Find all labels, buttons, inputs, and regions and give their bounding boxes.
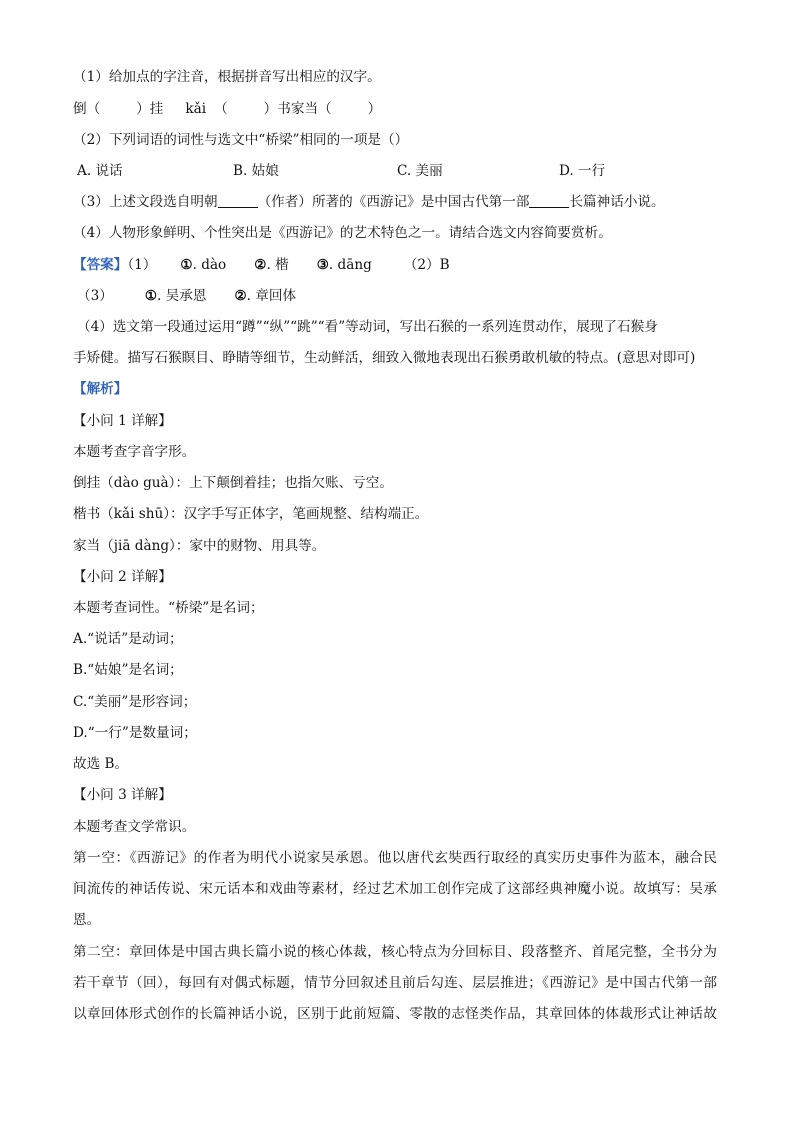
section-2-title: 【小问 2 详解】 <box>73 569 172 585</box>
section-1-title: 【小问 1 详解】 <box>73 413 172 429</box>
answer-4-line-2: 手矫健。描写石猴瞑目、睁睛等细节，生动鲜活，细致入微地表现出石猴勇敢机敏的特点。(意思对即可) <box>73 350 696 366</box>
question-4: （4）人物形象鲜明、个性突出是《西游记》的艺术特色之一。请结合选文内容简要赏析。 <box>73 225 612 241</box>
answer-1-item-2: . 楷 <box>266 257 289 273</box>
blank-form <box>529 193 569 208</box>
option-b: B. 姑娘 <box>233 163 279 179</box>
option-d: D. 一行 <box>559 163 606 179</box>
question-3-part-b: （作者）所著的《西游记》是中国古代第一部 <box>257 194 530 210</box>
section-1-line: 楷书（kǎi shū）：汉字手写正体字，笔画规整、结构端正。 <box>73 506 429 522</box>
answer-1-num-3: ③ <box>316 257 329 273</box>
item-a-close: ）挂 <box>136 101 164 117</box>
answer-line-3 <box>77 286 296 306</box>
question-3-part-a: （3）上述文段选自明朝 <box>73 194 218 210</box>
section-3-line: 以章回体形式创作的长篇神话小说，区别于此前短篇、零散的志怪类作品，其章回体的体裁形式让神话故 <box>73 1006 717 1022</box>
question-2: （2）下列词语的词性与选文中“桥梁”相同的一项是（） <box>73 132 409 148</box>
answer-1-item-3: . dāng <box>328 257 372 273</box>
item-b-close: ）书家当（ <box>263 101 332 117</box>
question-2-options <box>73 161 713 181</box>
section-2-line: D.“一行”是数量词； <box>73 725 197 741</box>
section-1-line: 倒挂（dào guà）：上下颠倒着挂；也指欠账、亏空。 <box>73 475 393 491</box>
section-3-title: 【小问 3 详解】 <box>73 787 172 803</box>
section-3-line: 本题考查文学常识。 <box>73 819 196 835</box>
answer-3-item-1: . 吴承恩 <box>157 288 207 304</box>
section-2-line: 故选 B。 <box>73 756 129 772</box>
item-c-close: ） <box>367 101 382 117</box>
analysis-label: 【解析】 <box>73 381 128 397</box>
answer-3-item-2: . 章回体 <box>246 288 297 304</box>
answer-2: （2）B <box>403 257 450 273</box>
answer-3-num-2: ② <box>234 288 247 304</box>
option-c: C. 美丽 <box>397 163 443 179</box>
section-3-line: 恩。 <box>73 912 101 928</box>
section-1-line: 本题考查字音字形。 <box>73 444 196 460</box>
answer-4-line-1: （4）选文第一段通过运用“蹲”“纵”“跳”“看”等动词，写出石猴的一系列连贯动作，展现了石猴身 <box>77 319 658 335</box>
answer-3-num-1: ① <box>144 288 158 304</box>
answer-1-item-1: . dào <box>192 257 227 273</box>
option-a: A. 说话 <box>77 163 123 179</box>
question-1-items <box>73 99 381 119</box>
item-b-open: （ <box>214 101 228 117</box>
section-3-line: 第一空：《西游记》的作者为明代小说家吴承恩。他以唐代玄奘西行取经的真实历史事件为蓝本，融合民 <box>73 850 717 866</box>
section-1-line: 家当（jiā dàng）：家中的财物、用具等。 <box>73 538 326 554</box>
section-3-line: 若干章节（回），每回有对偶式标题，情节分回叙述且前后勾连、层层推进；《西游记》是中国古代第一部 <box>73 975 717 991</box>
blank-author <box>218 193 258 208</box>
question-1: （1）给加点的字注音，根据拼音写出相应的汉字。 <box>73 69 381 85</box>
question-3 <box>73 192 665 212</box>
item-a-open: 倒（ <box>73 101 101 117</box>
answer-line-1 <box>73 255 450 275</box>
section-2-line: A.“说话”是动词； <box>73 631 183 647</box>
answer-1-num-1: ① <box>180 257 193 273</box>
answer-1-prefix: （1） <box>127 257 157 273</box>
answer-3-prefix: （3） <box>77 288 113 304</box>
section-3-line: 间流传的神话传说、宋元话本和戏曲等素材，经过艺术加工创作完成了这部经典神魔小说。故填写：吴承 <box>73 881 717 897</box>
question-3-part-c: 长篇神话小说。 <box>569 194 665 210</box>
answer-label: 【答案】 <box>73 257 128 273</box>
pinyin-kai: kǎi <box>185 101 207 117</box>
section-2-line: 本题考查词性。“桥梁”是名词； <box>73 600 264 616</box>
answer-1-num-2: ② <box>254 257 267 273</box>
section-3-line: 第二空：章回体是中国古典长篇小说的核心体裁，核心特点为分回标目、段落整齐、首尾完整，全书分为 <box>73 944 717 960</box>
section-2-line: C.“美丽”是形容词； <box>73 694 197 710</box>
section-2-line: B.“姑娘”是名词； <box>73 662 183 678</box>
